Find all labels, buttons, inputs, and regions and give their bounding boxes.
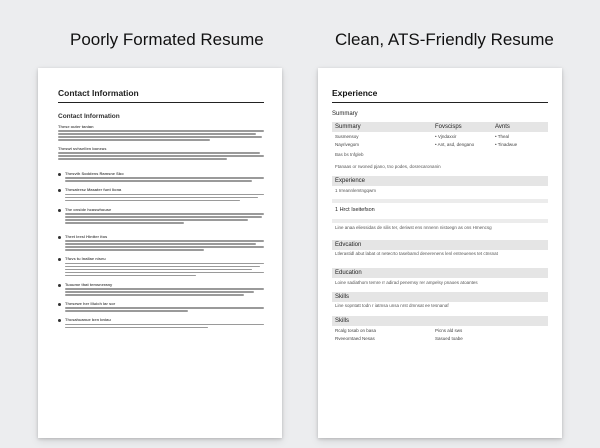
poor-bullet-lead: Thesewe her llluich lar sor [65, 300, 116, 306]
bullet-dot-icon [58, 303, 61, 306]
skills-row [332, 334, 548, 342]
poor-bullet-lead: Thesatresz Masater funt liona [65, 187, 122, 193]
table-cell: • Ant, asd, dengano [435, 141, 475, 147]
bullet-dot-icon [58, 319, 61, 322]
bullet-dot-icon [58, 209, 61, 212]
poor-bullet [58, 234, 264, 252]
poor-paragraph-lead: Theswt svhsellen boneus [58, 145, 107, 151]
left-heading: Poorly Formated Resume [70, 30, 264, 49]
section-line: Loine sadiathom temre rr adirad penemsy rer ampelsy pnaoes atoantes [335, 279, 478, 285]
table-cell: Susmensoy [335, 133, 359, 139]
table-row [332, 132, 548, 140]
poor-bullet [58, 317, 264, 329]
section-header: Education [332, 268, 548, 278]
poor-resume-title: Contact Information [58, 88, 264, 103]
divider [332, 199, 548, 203]
bullet-dot-icon [58, 189, 61, 192]
summary-text: Ftanaas or rwoned pjano, tno podes, dosrecaronanin [335, 164, 441, 169]
section-header: Skills [332, 292, 548, 302]
section-line: Ltlerastidl abut labat ot netecrto tasebamd denerenens lenl entreuenes tet ctnsnat [335, 251, 498, 256]
poor-bullet [58, 187, 264, 202]
skill-item: Rcalg tosab on basa [335, 327, 377, 333]
skill-item: Rveeorntaed Nesas [335, 335, 375, 341]
table-cell: • Tinadwue [495, 141, 518, 147]
skills-header: Skills [332, 316, 548, 326]
poor-bullet-lead: Thcsahuanue ben bniau [65, 317, 111, 323]
extra-line: Bas bs tnfgleb [335, 151, 364, 157]
table-row [332, 140, 548, 148]
section-header: 1 Hrct Iseitefson [335, 207, 375, 213]
summary-label: Summary [332, 111, 358, 117]
poor-bullet-lead: Thret leesl Hintter itos [65, 233, 108, 239]
table-header-cell: Summary [335, 124, 361, 130]
poor-bullet-lead: Thesvth Soddens Ramsne Sbo [65, 170, 124, 176]
right-heading: Clean, ATS-Friendly Resume [335, 30, 554, 49]
bullet-dot-icon [58, 236, 61, 239]
section-header: Edvcation [332, 240, 548, 250]
poor-bullet [58, 301, 264, 313]
bullet-dot-icon [58, 258, 61, 261]
poor-bullet-lead: Tfuvs tu Inallae niseu [65, 256, 106, 262]
poor-bullet [58, 256, 264, 277]
section-line: Line sopntatt todn r iatmsa unsa nrst dmnsat ee tesnanaf [335, 303, 449, 308]
section-line: Line anaa eliessidas de silis ter, deriwst ens nnnenn nistoegn as ons Hmencsg [335, 224, 492, 230]
poor-resume-subtitle: Contact Information [58, 113, 120, 120]
poor-bullet-lead: Tuoume that temsnerany [65, 281, 113, 287]
poor-resume-page [38, 68, 282, 438]
table-cell: • Theal [495, 133, 510, 139]
skills-row [332, 326, 548, 334]
poor-bullet [58, 207, 264, 225]
clean-resume-page [318, 68, 562, 438]
summary-table-header [332, 122, 548, 132]
skill-item: Picns ald sws [435, 327, 463, 333]
table-header-cell: Avnts [495, 124, 510, 130]
poor-bullet [58, 171, 264, 183]
poor-bullet [58, 282, 264, 297]
table-header-cell: Fovscisps [435, 124, 462, 130]
clean-resume-title: Experience [332, 88, 548, 103]
table-cell: • Vjndaxxir [435, 133, 457, 139]
poor-paragraph [58, 146, 264, 160]
section-header: Experience [332, 176, 548, 186]
skill-item: Sasued toabe [435, 335, 463, 341]
section-line: 1 Irreannlemtngqwm [335, 187, 377, 193]
bullet-dot-icon [58, 284, 61, 287]
bullet-dot-icon [58, 173, 61, 176]
table-cell: Nayrivegom [335, 141, 360, 147]
poor-bullet-lead: The onside hcaswhouse [65, 206, 112, 212]
poor-paragraph-lead: These outer tanian [58, 124, 94, 129]
poor-paragraph [58, 124, 264, 141]
